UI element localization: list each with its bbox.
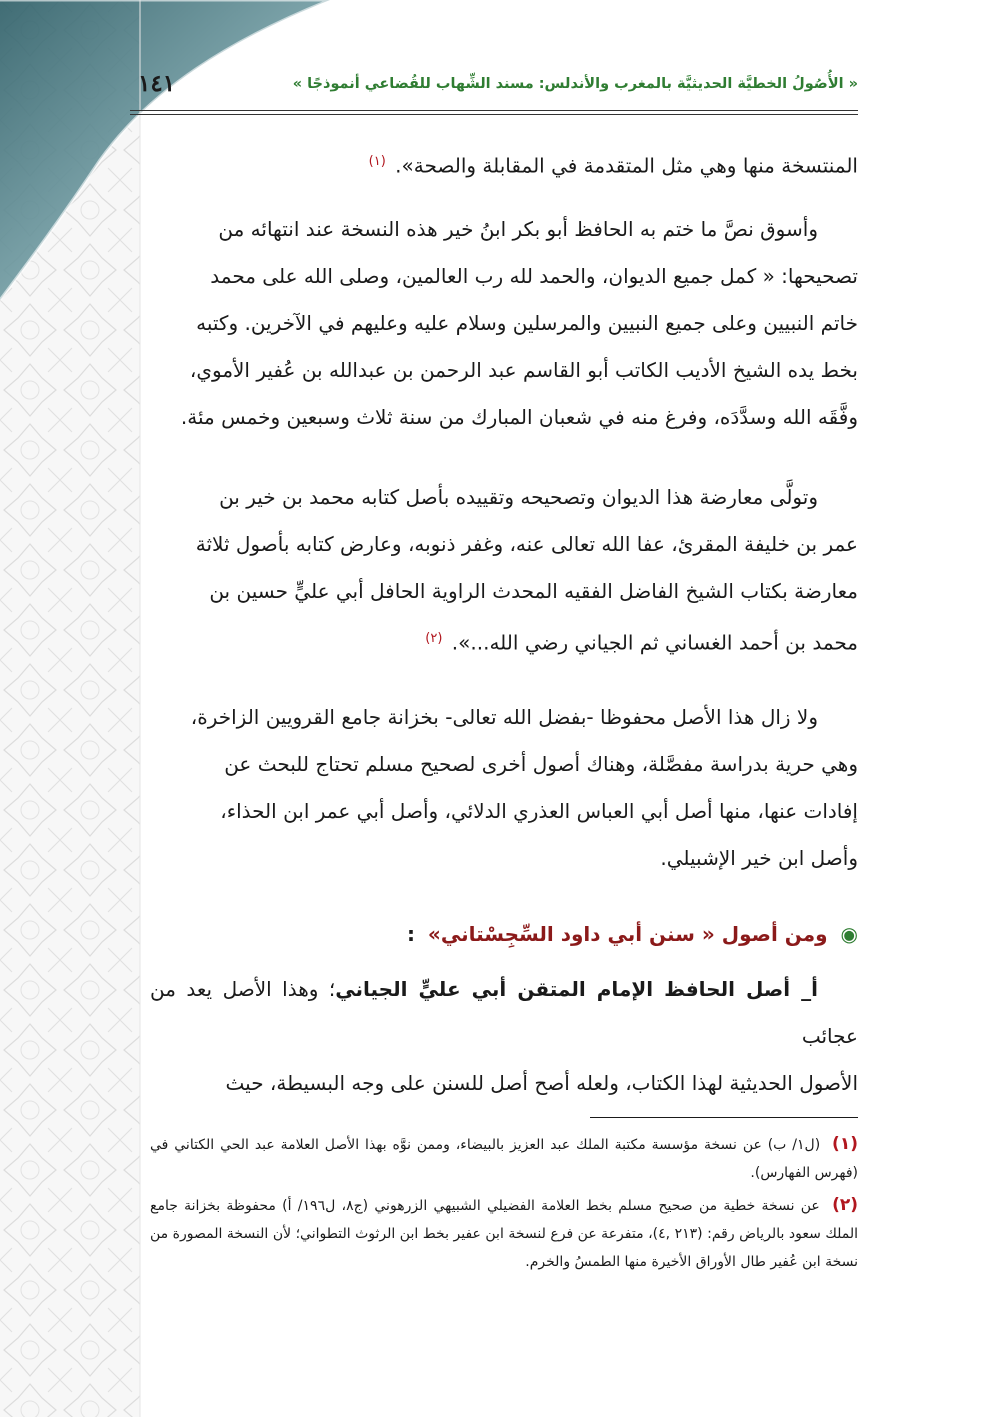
page-number: ١٤١ [138,70,176,97]
section-heading [407,922,858,946]
heading-colon: : [406,922,415,946]
text-line: محمد بن أحمد الغساني ثم الجياني رضي الله...». [451,630,858,655]
footnote-separator [590,1117,858,1118]
footnote-marker: (١) [368,154,386,169]
footnote-text: عن نسخة خطية من صحيح مسلم بخط العلامة الفضيلي الشبيهي الزرهوني (ج٨، ل١٩٦/ أ) محفوظة بخزانة جامع الملك سعود بالرياض رقم: (٢١٣ ,٤)، متفرعة عن فرع لنسخة ابن عفير بخط ابن الرثوث التطواني؛ لأن النسخة المصورة من نسخة ابن عُفير طال الأوراق الأخيرة منها الطمسُ والخرم. [150,1198,859,1270]
footnote [150,1130,858,1187]
text-line: وأصل ابن خير الإشبيلي. [660,846,858,870]
text-line: وهي حرية بدراسة مفصَّلة، وهناك أصول أخرى لصحيح مسلم تحتاج للبحث عن [224,752,858,776]
running-title: « الأُصُولُ الخطيَّة الحديثيَّة بالمغرب والأندلس: مسند الشِّهاب للقُضاعي أنموذجًا » [292,76,858,92]
text-line: معارضة بكتاب الشيخ الفاضل الفقيه المحدث الراوية الحافل أبي عليٍّ حسين بن [209,579,858,603]
text-line: وتولَّى معارضة هذا الديوان وتصحيحه وتقييده بأصل كتابه محمد بن خير بن [219,485,818,509]
footnote-number: (١) [832,1134,858,1154]
text-line: وفَّقَه الله وسدَّدَه، وفرغ منه في شعبان المبارك من سنة ثلاث وسبعين وخمس مئة. [180,405,858,429]
text-line: بخط يده الشيخ الأديب الكاتب أبو القاسم عبد الرحمن بن عبدالله بن عُفير الأموي، [189,358,858,382]
footnote [150,1191,858,1276]
paragraph [150,474,858,667]
footnote-marker: (٢) [425,631,443,646]
footnote-text: (ل١/ ب) عن نسخة مؤسسة مكتبة الملك عبد العزيز بالبيضاء، وممن نوَّه بهذا الأصل العلامة عبد الحي الكتاني في (فهرس الفهارس). [150,1137,858,1181]
text-line: وأسوق نصَّ ما ختم به الحافظ أبو بكر ابنُ خير هذه النسخة عند انتهائه من [218,217,818,241]
paragraph-continuation [150,138,858,190]
text-line: خاتم النبيين وعلى جميع النبيين والمرسلين وسلام عليه وعليهم في الآخرين. وكتبه [196,311,858,335]
running-header [140,64,858,108]
text-line: إفادات عنها، منها أصل أبي العباس العذري الدلائي، وأصل أبي عمر ابن الحذاء، [220,799,858,823]
footnote-number: (٢) [832,1195,859,1215]
text-line: تصحيحها: « كمل جميع الديوان، والحمد لله رب العالمين، وصلى الله على محمد [210,264,858,288]
paragraph [150,694,858,882]
header-rule [130,110,858,111]
heading-bullet: ◉ [840,922,858,946]
text-line: عمر بن خليفة المقرئ، عفا الله تعالى عنه، وغفر ذنوبه، وعارض كتابه بأصول ثلاثة [195,532,858,556]
paragraph [150,966,858,1107]
text-line: ولا زال هذا الأصل محفوظا -بفضل الله تعالى- بخزانة جامع القرويين الزاخرة، [190,705,818,729]
header-rule [130,114,858,115]
text-line: المنتسخة منها وهي مثل المتقدمة في المقابلة والصحة». [395,153,858,178]
paragraph [150,206,858,441]
heading-text: ومن أصول « سنن أبي داود السِّجِسْتاني» [427,922,828,946]
footnotes [150,1130,858,1280]
text-line: ؛ وهذا الأصل يعد من عجائب [150,977,858,1048]
text-line: الأصول الحديثية لهذا الكتاب، ولعله أصح أصل للسنن على وجه البسيطة، حيث [225,1071,858,1095]
bold-lead: أ_ أصل الحافظ الإمام المتقن أبي عليٍّ الجياني [335,977,818,1001]
